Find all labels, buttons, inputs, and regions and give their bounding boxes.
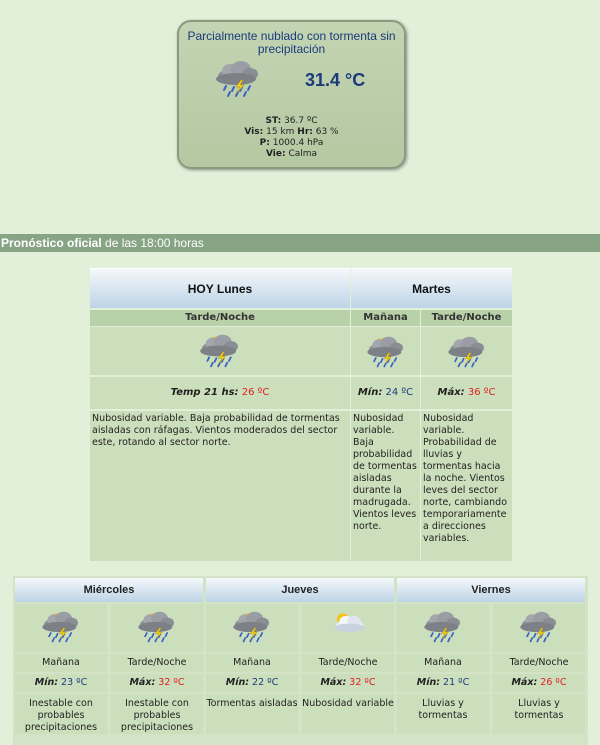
extended-period: Tarde/Noche bbox=[302, 654, 394, 672]
max-label: Máx: bbox=[511, 677, 538, 688]
current-conditions-card bbox=[177, 20, 406, 169]
min-label: Mín: bbox=[34, 677, 59, 688]
extended-temp bbox=[15, 674, 107, 692]
partly-cloudy-rain-icon bbox=[359, 361, 413, 372]
extended-day-header: Jueves bbox=[206, 578, 394, 602]
hr-value: 63 % bbox=[315, 127, 339, 137]
extended-temp bbox=[206, 674, 298, 692]
extended-morning bbox=[397, 602, 489, 734]
tomorrow-morning-icon-cell bbox=[351, 327, 420, 375]
extended-day-wednesday bbox=[15, 578, 203, 733]
tomorrow-morning-period: Mañana bbox=[351, 310, 420, 326]
forecast-title: Pronóstico oficial bbox=[1, 236, 102, 250]
today-temp-cell bbox=[90, 377, 350, 409]
extended-forecast-table bbox=[13, 576, 588, 745]
today-icon-cell bbox=[90, 327, 350, 375]
p-value: 1000.4 hPa bbox=[272, 138, 324, 148]
max-value: 32 ºC bbox=[349, 677, 376, 688]
extended-temp bbox=[302, 674, 394, 692]
tomorrow-night-column bbox=[421, 310, 512, 561]
today-column bbox=[90, 268, 350, 561]
tomorrow-morning-description: Nubosidad variable. Baja probabilidad de tormentas aisladas durante la madrugada. Vientos leves norte. bbox=[351, 411, 420, 561]
tomorrow-header: Martes bbox=[351, 268, 512, 308]
extended-night bbox=[111, 602, 203, 734]
st-value: 36.7 ºC bbox=[284, 116, 318, 126]
extended-description: Inestable con probables precipitaciones bbox=[15, 694, 107, 734]
tomorrow-night-temp-cell bbox=[421, 377, 512, 409]
tomorrow-morning-temp-cell bbox=[351, 377, 420, 409]
forecast-subtitle: de las 18:00 horas bbox=[105, 236, 204, 250]
today-header: HOY Lunes bbox=[90, 268, 350, 308]
extended-morning bbox=[206, 602, 298, 734]
vie-label: Vie: bbox=[265, 149, 286, 159]
current-details bbox=[179, 116, 404, 160]
today-period: Tarde/Noche bbox=[90, 310, 350, 326]
storm-cloud-rain-icon bbox=[206, 604, 298, 652]
extended-description: Inestable con probables precipitaciones bbox=[111, 694, 203, 734]
tomorrow-night-period: Tarde/Noche bbox=[421, 310, 512, 326]
extended-description: Lluvias y tormentas bbox=[493, 694, 585, 734]
current-condition-text: Parcialmente nublado con tormenta sin precipitación bbox=[187, 29, 396, 56]
extended-description: Lluvias y tormentas bbox=[397, 694, 489, 734]
max-value: 26 ºC bbox=[540, 677, 567, 688]
today-description: Nubosidad variable. Baja probabilidad de tormentas aisladas con ráfagas. Vientos moderados del sector este, rotando al sector norte. bbox=[90, 411, 350, 561]
extended-morning bbox=[15, 602, 107, 734]
today-temp-label: Temp 21 hs: bbox=[170, 387, 239, 398]
extended-period: Tarde/Noche bbox=[493, 654, 585, 672]
today-temp-value: 26 ºC bbox=[241, 387, 270, 398]
storm-cloud-rain-icon bbox=[438, 361, 496, 372]
extended-period: Mañana bbox=[397, 654, 489, 672]
min-value: 22 ºC bbox=[252, 677, 279, 688]
vis-label: Vis: bbox=[244, 127, 264, 137]
min-value: 21 ºC bbox=[443, 677, 470, 688]
extended-period: Mañana bbox=[15, 654, 107, 672]
extended-temp bbox=[111, 674, 203, 692]
max-label: Máx: bbox=[320, 677, 347, 688]
tomorrow-night-icon-cell bbox=[421, 327, 512, 375]
min-label: Mín: bbox=[416, 677, 441, 688]
vie-value: Calma bbox=[288, 149, 318, 159]
extended-day-header: Viernes bbox=[397, 578, 585, 602]
storm-cloud-rain-icon bbox=[192, 361, 248, 372]
extended-day-header: Miércoles bbox=[15, 578, 203, 602]
tomorrow-night-description: Nubosidad variable. Probabilidad de lluvias y tormentas hacia la noche. Vientos leves del sector norte, cambiando temporariamente a direcciones variables. bbox=[421, 411, 512, 561]
extended-temp bbox=[493, 674, 585, 692]
max-label: Máx: bbox=[129, 677, 156, 688]
tomorrow-morning-column bbox=[351, 310, 420, 561]
forecast-title-bar bbox=[0, 234, 600, 252]
rain-cloud-icon bbox=[397, 604, 489, 652]
partly-cloudy-icon bbox=[302, 604, 394, 652]
extended-period: Mañana bbox=[206, 654, 298, 672]
extended-day-thursday bbox=[206, 578, 394, 709]
tomorrow-min-value: 24 ºC bbox=[385, 387, 414, 398]
storm-cloud-rain-icon bbox=[213, 59, 263, 102]
storm-cloud-rain-icon bbox=[15, 604, 107, 652]
rain-cloud-icon bbox=[493, 604, 585, 652]
extended-description: Nubosidad variable bbox=[302, 694, 394, 734]
tomorrow-min-label: Mín: bbox=[357, 387, 383, 398]
tomorrow-max-label: Máx: bbox=[437, 387, 465, 398]
vis-value: 15 km bbox=[266, 127, 295, 137]
hr-label: Hr: bbox=[297, 127, 313, 137]
min-value: 23 ºC bbox=[61, 677, 88, 688]
min-label: Mín: bbox=[225, 677, 250, 688]
extended-period: Tarde/Noche bbox=[111, 654, 203, 672]
st-label: ST: bbox=[265, 116, 282, 126]
current-temperature: 31.4 °C bbox=[305, 70, 366, 90]
extended-night bbox=[493, 602, 585, 734]
tomorrow-max-value: 36 ºC bbox=[467, 387, 496, 398]
extended-description: Tormentas aisladas bbox=[206, 694, 298, 734]
storm-cloud-rain-icon bbox=[111, 604, 203, 652]
extended-night bbox=[302, 602, 394, 734]
extended-temp bbox=[397, 674, 489, 692]
extended-day-friday bbox=[397, 578, 585, 721]
p-label: P: bbox=[259, 138, 270, 148]
max-value: 32 ºC bbox=[158, 677, 185, 688]
